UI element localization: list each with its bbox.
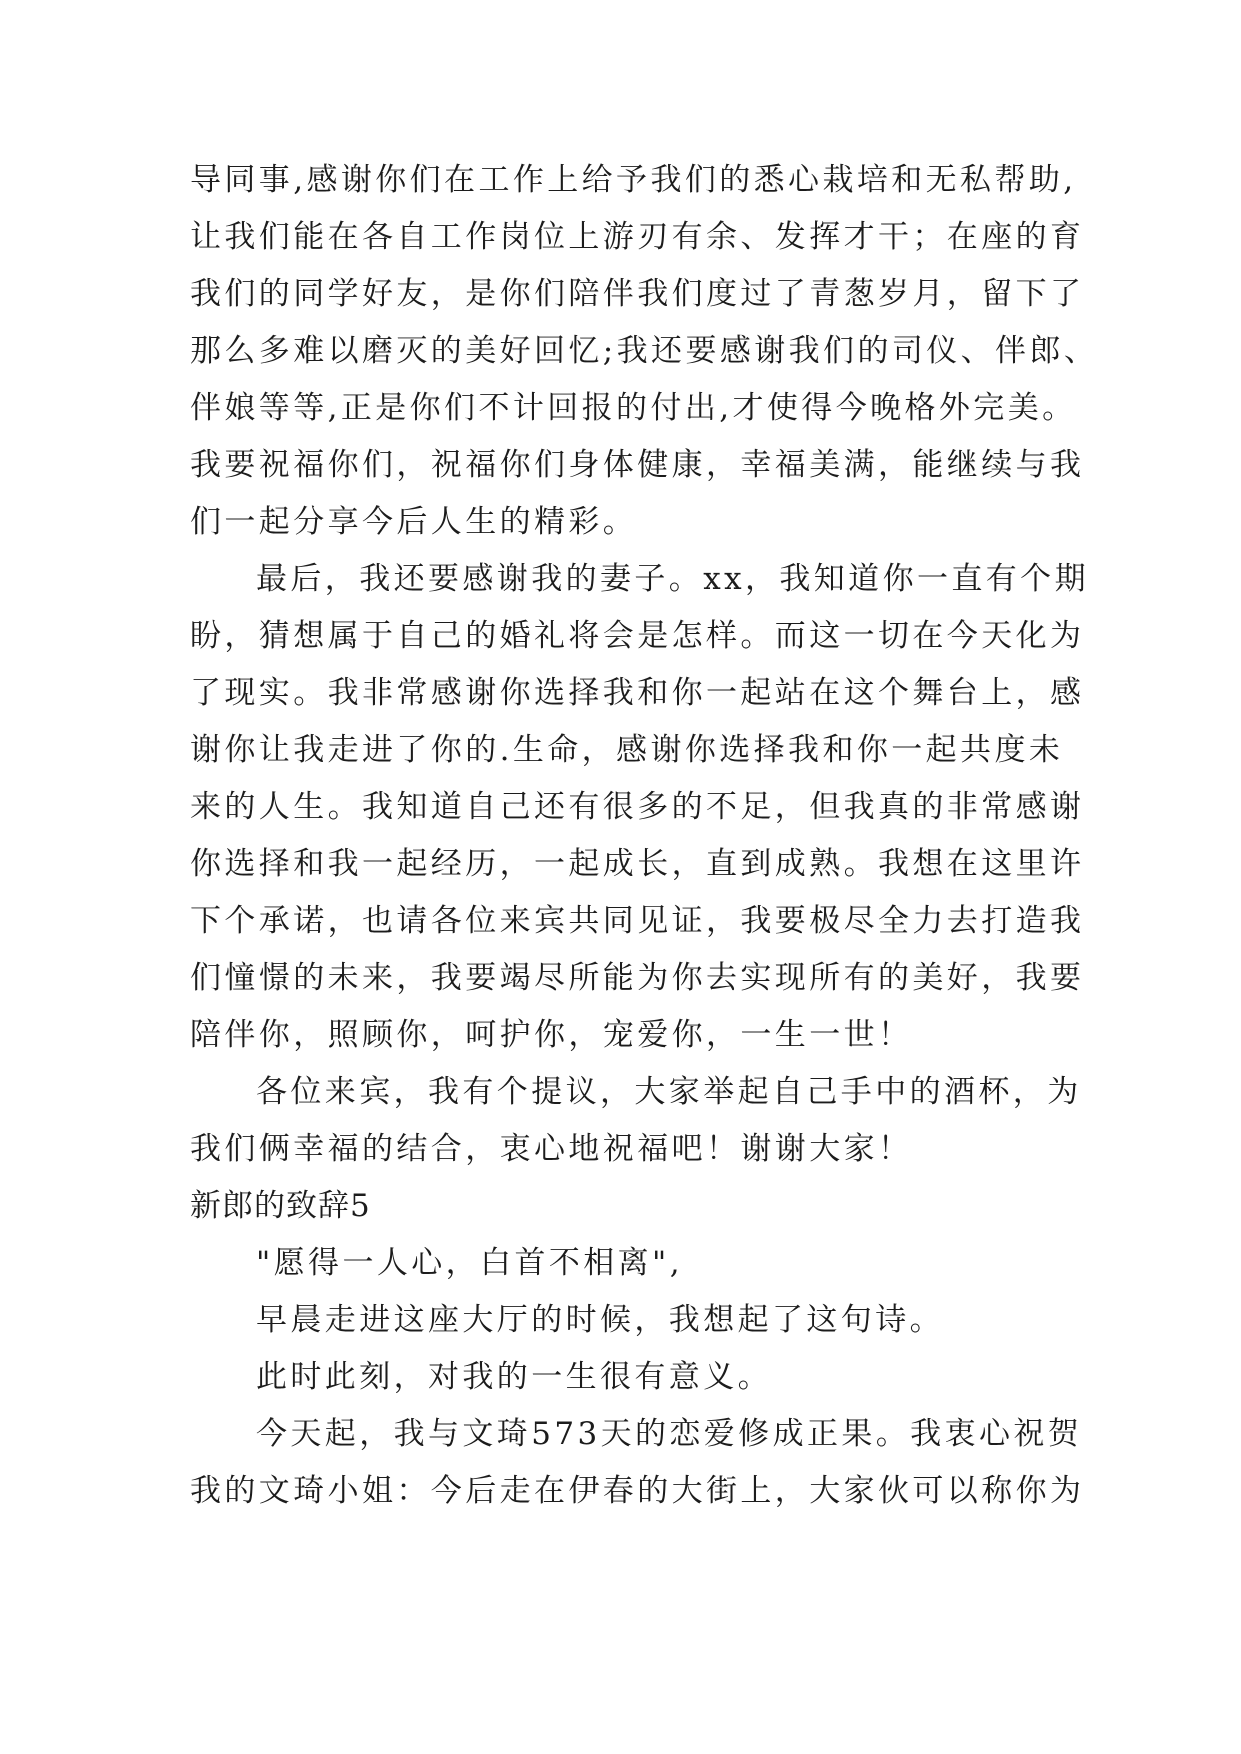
text-line: 各位来宾，我有个提议，大家举起自己手中的酒杯，为 xyxy=(256,1074,1082,1110)
text-line: 我们的同学好友，是你们陪伴我们度过了青葱岁月，留下了 xyxy=(190,276,1085,312)
text-line: 谢你让我走进了你的.生命，感谢你选择我和你一起共度未 xyxy=(190,732,1064,768)
text-line: 们憧憬的未来，我要竭尽所能为你去实现所有的美好，我要 xyxy=(190,960,1085,996)
text-line: 我们俩幸福的结合，衷心地祝福吧！谢谢大家！ xyxy=(190,1131,913,1167)
text-line: 导同事,感谢你们在工作上给予我们的悉心栽培和无私帮助, xyxy=(190,162,1077,198)
text-line: 今天起，我与文琦573天的恋爱修成正果。我衷心祝贺 xyxy=(256,1416,1083,1452)
text-line: 了现实。我非常感谢你选择我和你一起站在这个舞台上，感 xyxy=(190,675,1085,711)
text-line: 那么多难以磨灭的美好回忆;我还要感谢我们的司仪、伴郎、 xyxy=(190,333,1099,369)
paragraph-morning: 早晨走进这座大厅的时候，我想起了这句诗。 xyxy=(256,1302,944,1338)
text-line: 我的文琦小姐：今后走在伊春的大街上，大家伙可以称你为 xyxy=(190,1473,1085,1509)
text-line: 陪伴你，照顾你，呵护你，宠爱你，一生一世！ xyxy=(190,1017,913,1053)
text-line: 让我们能在各自工作岗位上游刃有余、发挥才干；在座的育 xyxy=(190,219,1085,255)
document-body xyxy=(190,152,1099,1520)
paragraph-thanks-wife xyxy=(190,551,1090,1064)
text-line: 下个承诺，也请各位来宾共同见证，我要极尽全力去打造我 xyxy=(190,903,1085,939)
text-line: 伴娘等等,正是你们不计回报的付出,才使得今晚格外完美。 xyxy=(190,390,1077,426)
paragraph-toast xyxy=(190,1064,1090,1178)
text-line: 来的人生。我知道自己还有很多的不足，但我真的非常感谢 xyxy=(190,789,1085,825)
text-line: 最后，我还要感谢我的妻子。xx，我知道你一直有个期 xyxy=(256,561,1089,597)
text-line: 你选择和我一起经历，一起成长，直到成熟。我想在这里许 xyxy=(190,846,1085,882)
text-line: 们一起分享今后人生的精彩。 xyxy=(190,504,638,540)
section-heading: 新郎的致辞5 xyxy=(190,1188,371,1224)
paragraph-today xyxy=(190,1406,1090,1520)
paragraph-poem-quote: "愿得一人心，白首不相离", xyxy=(256,1245,683,1281)
paragraph-moment: 此时此刻，对我的一生很有意义。 xyxy=(256,1359,772,1395)
text-line: 我要祝福你们，祝福你们身体健康，幸福美满，能继续与我 xyxy=(190,447,1085,483)
paragraph-thanks-colleagues xyxy=(190,152,1099,551)
text-line: 盼，猜想属于自己的婚礼将会是怎样。而这一切在今天化为 xyxy=(190,618,1085,654)
